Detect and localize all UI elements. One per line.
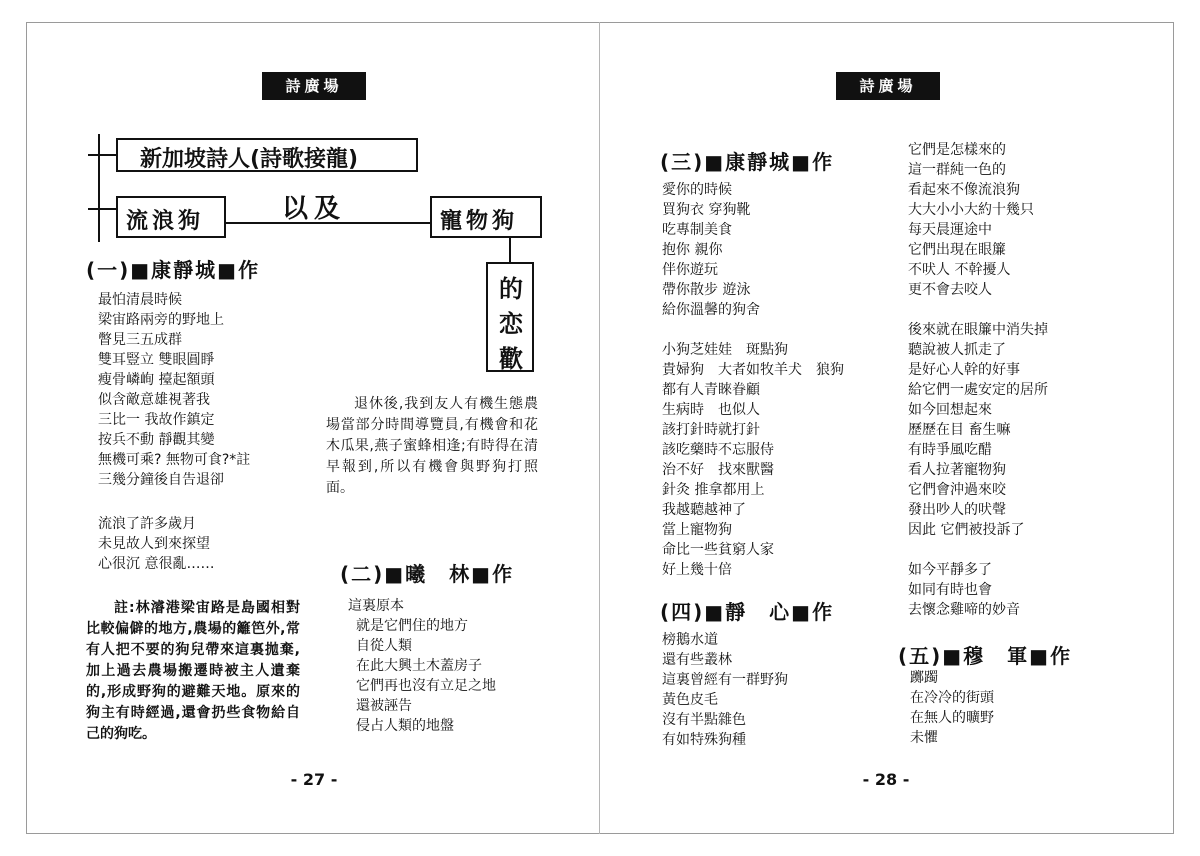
poem-line: 發出吵人的吠聲 xyxy=(908,502,1006,518)
poem-line: 自從人類 xyxy=(356,638,412,654)
poem-line: 還被誣告 xyxy=(356,698,412,714)
section1-stanza1 xyxy=(98,290,250,490)
poem-line: 後來就在眼簾中消失掉 xyxy=(908,322,1048,338)
title-word-pet-dog: 寵物狗 xyxy=(440,209,519,234)
poem-line: 都有人青睞眷顧 xyxy=(662,382,760,398)
book-spine xyxy=(599,22,600,834)
poem-line: 該吃藥時不忘服侍 xyxy=(662,442,774,458)
section-header-left: 詩廣場 xyxy=(262,72,366,100)
section3-stanza1 xyxy=(662,180,760,320)
poem-line: 如同有時也會 xyxy=(908,582,992,598)
poem-line: 因此 它們被投訴了 xyxy=(908,522,1025,538)
poem-line: 按兵不動 靜觀其變 xyxy=(98,432,215,448)
poem-line: 它們會沖過來咬 xyxy=(908,482,1006,498)
poem-line: 梁宙路兩旁的野地上 xyxy=(98,312,224,328)
poem-line: 是好心人幹的好事 xyxy=(908,362,1020,378)
poem-line: 好上幾十倍 xyxy=(662,562,732,578)
title-connector-line xyxy=(88,208,118,210)
title-box-main xyxy=(116,138,418,172)
poem-line: 無機可乘? 無物可食?*註 xyxy=(98,452,251,468)
poem-line: 如今回想起來 xyxy=(908,402,992,418)
title-vertical-char: 恋 xyxy=(499,310,523,338)
poem-line: 買狗衣 穿狗靴 xyxy=(662,202,751,218)
section1-heading: (一)■康靜城■作 xyxy=(86,258,261,282)
poem-line: 我越聽越神了 xyxy=(662,502,746,518)
poem-line: 給你溫馨的狗舍 xyxy=(662,302,760,318)
title-box-pet-dog xyxy=(430,196,542,238)
poem-line: 該打針時就打針 xyxy=(662,422,760,438)
title-vertical-char: 歡 xyxy=(499,345,523,373)
poem-line: 有如特殊狗種 xyxy=(662,732,746,748)
title-connector-line xyxy=(88,154,118,156)
title-vertical-char: 的 xyxy=(499,275,523,303)
poem-line: 歷歷在目 畜生嘛 xyxy=(908,422,1011,438)
poem-line: 侵占人類的地盤 xyxy=(356,718,454,734)
poem-line: 貴婦狗 大者如牧羊犬 狼狗 xyxy=(662,362,844,378)
poem-line: 似含敵意雄視著我 xyxy=(98,392,210,408)
section4-continued-stanza2 xyxy=(908,320,1048,540)
title-box-stray-dog xyxy=(116,196,226,238)
intro-paragraph: 退休後,我到友人有機生態農場當部分時間導覽員,有機會和花木瓜果,燕子蜜蜂相逢;有時得在清早報到,所以有機會與野狗打照面。 xyxy=(326,396,538,496)
poem-line: 針灸 推拿都用上 xyxy=(662,482,765,498)
poem-line: 躑躅 xyxy=(910,670,938,686)
title-word-and: 以及 xyxy=(282,194,347,224)
poem-line: 在此大興土木蓋房子 xyxy=(356,658,482,674)
poem-line: 未懼 xyxy=(910,730,938,746)
poem-line: 雙耳豎立 雙眼圓睜 xyxy=(98,352,215,368)
poem-line: 去懷念雞啼的妙音 xyxy=(908,602,1020,618)
section1-stanza2 xyxy=(98,514,214,574)
poem-line: 它們再也沒有立足之地 xyxy=(356,678,496,694)
poem-line: 看人拉著寵物狗 xyxy=(908,462,1006,478)
poem-line: 這一群純一色的 xyxy=(908,162,1006,178)
section4-heading: (四)■靜 心■作 xyxy=(660,600,835,624)
poem-line: 有時爭風吃醋 xyxy=(908,442,992,458)
poem-line: 伴你遊玩 xyxy=(662,262,718,278)
poem-line: 小狗芝娃娃 斑點狗 xyxy=(662,342,788,358)
poem-line: 在冷冷的街頭 xyxy=(910,690,994,706)
poem-line: 在無人的曠野 xyxy=(910,710,994,726)
poem-line: 心很沉 意很亂…… xyxy=(98,556,215,572)
section5-heading: (五)■穆 軍■作 xyxy=(898,644,1073,668)
section2-poem xyxy=(348,596,496,736)
poem-line: 愛你的時候 xyxy=(662,182,732,198)
poem-line: 帶你散步 遊泳 xyxy=(662,282,751,298)
poem-line: 不吠人 不幹擾人 xyxy=(908,262,1011,278)
section4-continued-stanza1 xyxy=(908,140,1034,300)
section3-stanza2 xyxy=(662,340,844,580)
poem-line: 榜鵝水道 xyxy=(662,632,718,648)
title-box-vertical xyxy=(486,262,534,372)
poem-line: 抱你 親你 xyxy=(662,242,723,258)
poem-line: 聽說被人抓走了 xyxy=(908,342,1006,358)
poem-line: 這裏曾經有一群野狗 xyxy=(662,672,788,688)
poem-line: 治不好 找來獸醫 xyxy=(662,462,774,478)
title-word-stray-dog: 流浪狗 xyxy=(126,209,205,234)
poem-line: 生病時 也似人 xyxy=(662,402,760,418)
section-header-right: 詩廣場 xyxy=(836,72,940,100)
page-number-left: - 27 - xyxy=(290,770,338,789)
poem-line: 如今平靜多了 xyxy=(908,562,992,578)
poem-line: 給它們一處安定的居所 xyxy=(908,382,1048,398)
section4-poem xyxy=(662,630,788,750)
poem-line: 大大小小大約十幾只 xyxy=(908,202,1034,218)
poem-line: 瘦骨嶙峋 擡起額頭 xyxy=(98,372,215,388)
poem-line: 三比一 我故作鎮定 xyxy=(98,412,215,428)
poem-line: 看起來不像流浪狗 xyxy=(908,182,1020,198)
poem-line: 沒有半點雜色 xyxy=(662,712,746,728)
poem-line: 每天晨運途中 xyxy=(908,222,992,238)
title-line1: 新加坡詩人(詩歌接龍) xyxy=(140,147,359,172)
section2-heading: (二)■曦 林■作 xyxy=(340,562,515,586)
poem-line: 它們是怎樣來的 xyxy=(908,142,1006,158)
section3-heading: (三)■康靜城■作 xyxy=(660,150,835,174)
poem-line: 流浪了許多歲月 xyxy=(98,516,196,532)
title-connector-line xyxy=(509,238,511,262)
poem-line: 更不會去咬人 xyxy=(908,282,992,298)
poem-line: 命比一些貧窮人家 xyxy=(662,542,774,558)
poem-line: 黃色皮毛 xyxy=(662,692,718,708)
poem-line: 就是它們住的地方 xyxy=(356,618,468,634)
poem-line: 三幾分鐘後自告退卻 xyxy=(98,472,224,488)
title-connector-line xyxy=(98,134,100,242)
poem-line: 還有些叢林 xyxy=(662,652,732,668)
poem-line: 瞥見三五成群 xyxy=(98,332,182,348)
poem-line: 最怕清晨時候 xyxy=(98,292,182,308)
section1-note: 註:林濬港梁宙路是島國相對比較偏僻的地方,農場的籬笆外,常有人把不要的狗兒帶來這裏拋棄,加上過去農場搬遷時被主人遺棄的,形成野狗的避難天地。原來的狗主有時經過,還會扔些食物給自己的狗吃。 xyxy=(86,600,300,742)
page-number-right: - 28 - xyxy=(862,770,910,789)
poem-line: 它們出現在眼簾 xyxy=(908,242,1006,258)
section4-continued-stanza3 xyxy=(908,560,1020,620)
poem-line: 未見故人到來探望 xyxy=(98,536,210,552)
section5-poem xyxy=(910,668,994,748)
poem-line: 當上寵物狗 xyxy=(662,522,732,538)
poem-line: 吃專制美食 xyxy=(662,222,732,238)
poem-line: 這裏原本 xyxy=(348,598,404,614)
